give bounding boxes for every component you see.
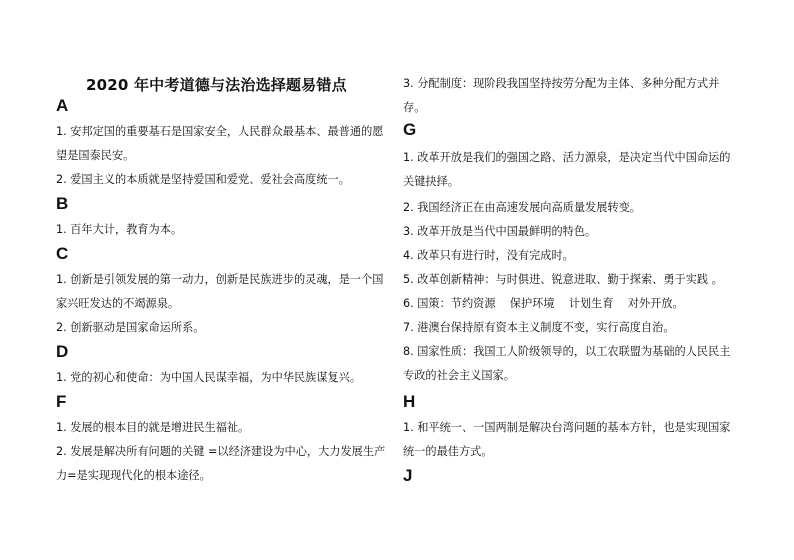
- section-letter-b: B: [56, 194, 69, 213]
- section-letter-f: F: [56, 392, 67, 411]
- section-letter-h: H: [403, 392, 416, 411]
- list-item: 5. 改革创新精神：与时俱进、锐意进取、勤于探索、勇于实践 。: [403, 273, 723, 286]
- list-item: 3. 改革开放是当代中国最鲜明的特色。: [403, 225, 597, 238]
- list-item: 1. 和平统一、一国两制是解决台湾问题的基本方针，也是实现国家统一的最佳方式。: [403, 421, 731, 458]
- section-letter-g: G: [403, 120, 417, 139]
- section-letter-j: J: [403, 466, 413, 485]
- list-item: 1. 发展的根本目的就是增进民生福祉。: [56, 421, 250, 434]
- list-item: 4. 改革只有进行时，没有完成时。: [403, 249, 574, 262]
- section-letter-a: A: [56, 96, 69, 115]
- list-item: 1. 安邦定国的重要基石是国家安全，人民群众最基本、最普通的愿望是国泰民安。: [56, 125, 384, 162]
- page-title: 2020 年中考道德与法治选择题易错点: [86, 76, 347, 94]
- list-item: 2. 发展是解决所有问题的关键 =以经济建设为中心，大力发展生产力=是实现现代化的根本途径。: [56, 445, 386, 482]
- list-item: 3. 分配制度：现阶段我国坚持按劳分配为主体、多种分配方式并存。: [403, 77, 720, 114]
- list-item: 1. 党的初心和使命：为中国人民谋幸福，为中华民族谋复兴。: [56, 371, 362, 384]
- list-item: 2. 创新驱动是国家命运所系。: [56, 321, 205, 334]
- list-item: 8. 国家性质：我国工人阶级领导的，以工农联盟为基础的人民民主专政的社会主义国家。: [403, 345, 731, 382]
- section-letter-c: C: [56, 244, 69, 263]
- list-item: 1. 改革开放是我们的强国之路、活力源泉，是决定当代中国命运的关键抉择。: [403, 151, 731, 188]
- list-item: 6. 国策：节约资源 保护环境 计划生育 对外开放。: [403, 297, 684, 310]
- list-item: 2. 我国经济正在由高速发展向高质量发展转变。: [403, 201, 641, 214]
- list-item: 1. 百年大计，教育为本。: [56, 223, 183, 236]
- list-item: 1. 创新是引领发展的第一动力，创新是民族进步的灵魂，是一个国家兴旺发达的不竭源泉。: [56, 273, 384, 310]
- section-letter-d: D: [56, 342, 69, 361]
- list-item: 2. 爱国主义的本质就是坚持爱国和爱党、爱社会高度统一。: [56, 173, 350, 186]
- list-item: 7. 港澳台保持原有资本主义制度不变，实行高度自治。: [403, 321, 675, 334]
